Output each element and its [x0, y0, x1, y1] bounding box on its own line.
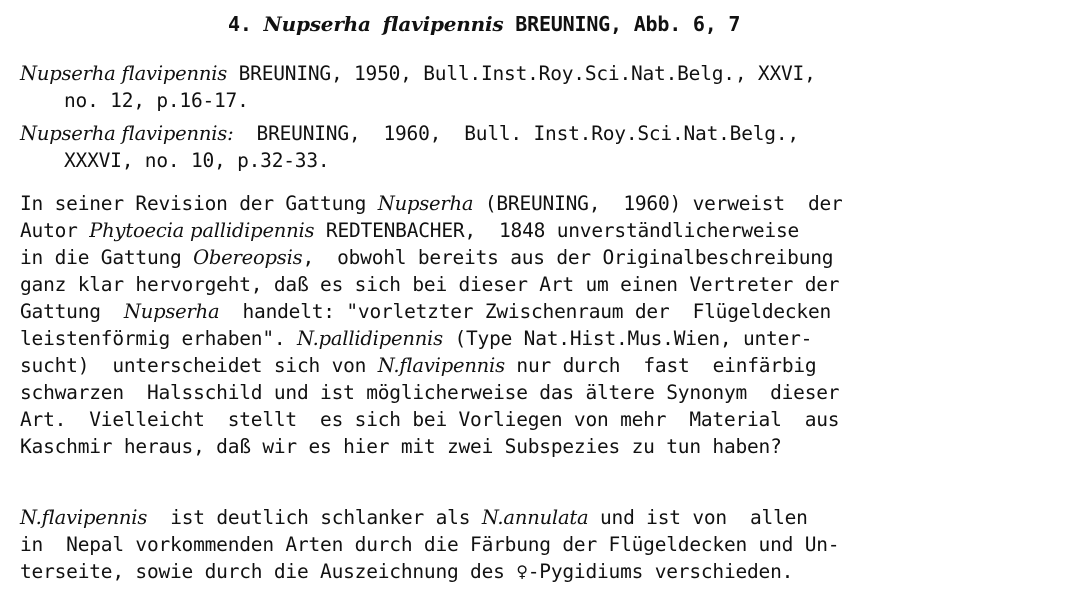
paragraph-1-line-3: [20, 246, 833, 269]
paragraph-1-line-2: [20, 219, 799, 242]
p2-l1-text-b: ist deutlich schlanker als: [147, 506, 482, 529]
paragraph-1-line-9: Art. Vielleicht stellt es sich bei Vorliegen von mehr Material aus: [20, 408, 840, 431]
p1-l6-text-a: leistenförmig erhaben".: [20, 327, 297, 350]
p1-l7-text-c: nur durch fast einfärbig: [504, 354, 817, 377]
p1-l1-text-a: In seiner Revision der Gattung: [20, 192, 378, 215]
paragraph-2-line-3: terseite, sowie durch die Auszeichnung des ♀-Pygidiums verschieden.: [20, 560, 794, 583]
reference-1-name: Nupserha flavipennis: [20, 62, 228, 85]
p1-l3-genus: Obereopsis: [193, 246, 303, 269]
p2-l1-taxon-c: N.annulata: [481, 506, 589, 529]
p1-l2-text-a: Autor: [20, 219, 90, 242]
paragraph-1-line-6: [20, 327, 812, 350]
p1-l5-genus: Nupserha: [123, 300, 220, 323]
p1-l1-genus: Nupserha: [377, 192, 474, 215]
reference-2-line-1: [20, 122, 799, 145]
paragraph-1-line-10: Kaschmir heraus, daß wir es hier mit zwei Subspezies zu tun haben?: [20, 435, 782, 458]
heading-species: flavipennis: [382, 12, 504, 36]
p1-l3-text-a: in die Gattung: [20, 246, 194, 269]
p1-l2-text-c: REDTENBACHER, 1848 unverständlicherweise: [314, 219, 800, 242]
reference-1-line-1: [20, 62, 816, 85]
p1-l3-text-c: , obwohl bereits aus der Originalbeschreibung: [302, 246, 834, 269]
heading-author: BREUNING, Abb. 6, 7: [515, 12, 741, 36]
reference-1-text: BREUNING, 1950, Bull.Inst.Roy.Sci.Nat.Belg., XXVI,: [227, 62, 816, 85]
p1-l6-text-c: (Type Nat.Hist.Mus.Wien, unter-: [442, 327, 813, 350]
p2-l1-text-d: und ist von allen: [588, 506, 808, 529]
reference-2-text: BREUNING, 1960, Bull. Inst.Roy.Sci.Nat.Belg.,: [233, 122, 799, 145]
paragraph-2-line-2: in Nepal vorkommenden Arten durch die Färbung der Flügeldecken und Un-: [20, 533, 840, 556]
p1-l7-taxon: N.flavipennis: [377, 354, 505, 377]
p1-l5-text-c: handelt: "vorletzter Zwischenraum der Flügeldecken: [219, 300, 832, 323]
p1-l6-taxon: N.pallidipennis: [296, 327, 443, 350]
paragraph-1-line-8: schwarzen Halsschild und ist möglicherweise das ältere Synonym dieser: [20, 381, 840, 404]
reference-2-line-2: XXXVI, no. 10, p.32-33.: [64, 149, 330, 172]
reference-1-line-2: no. 12, p.16-17.: [64, 89, 249, 112]
reference-2-name: Nupserha flavipennis:: [20, 122, 234, 145]
p1-l7-text-a: sucht) unterscheidet sich von: [20, 354, 378, 377]
p2-l1-taxon-a: N.flavipennis: [20, 506, 148, 529]
paragraph-1-line-7: [20, 354, 816, 377]
p1-l1-text-c: (BREUNING, 1960) verweist der: [473, 192, 843, 215]
paragraph-1-line-1: [20, 192, 843, 215]
paragraph-1-line-4: ganz klar hervorgeht, daß es sich bei dieser Art um einen Vertreter der: [20, 273, 840, 296]
heading-number: 4.: [228, 12, 252, 36]
species-heading: [228, 12, 740, 36]
paragraph-1-line-5: [20, 300, 831, 323]
heading-genus: Nupserha: [263, 12, 371, 36]
p1-l5-text-a: Gattung: [20, 300, 124, 323]
p1-l2-taxon: Phytoecia pallidipennis: [89, 219, 315, 242]
paragraph-2-line-1: [20, 506, 808, 529]
